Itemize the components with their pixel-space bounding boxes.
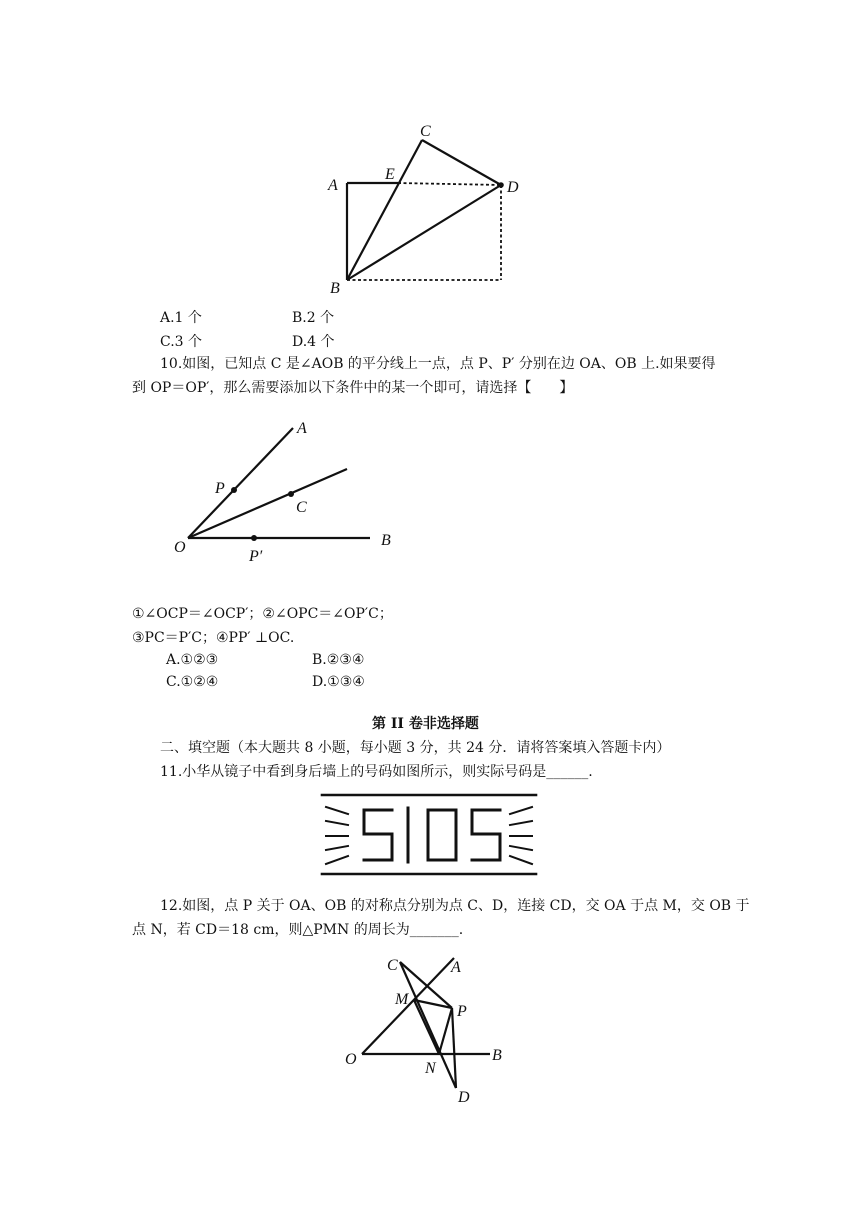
q9-label-A: A <box>328 177 338 194</box>
q9-label-E: E <box>385 166 395 183</box>
q12-segment-MN <box>414 1000 439 1054</box>
part2-title: 第 II 卷非选择题 <box>372 716 479 732</box>
q9-figure <box>320 115 540 300</box>
q9-label-D: D <box>507 179 519 196</box>
q9-option-c: C.3 个 <box>160 334 203 350</box>
section2-heading: 二、填空题（本大题共 8 小题，每小题 3 分，共 24 分．请将答案填入答题卡内） <box>160 740 671 756</box>
q10-option-b: B.②③④ <box>312 652 365 668</box>
q10-label-A: A <box>297 420 307 437</box>
q10-point-P <box>231 487 237 493</box>
q9-option-b: B.2 个 <box>292 310 335 326</box>
q12-figure <box>340 950 520 1108</box>
q9-label-B: B <box>330 280 340 297</box>
q11-mirror-number-figure <box>318 790 540 885</box>
q10-figure <box>165 412 405 572</box>
q12-label-B: B <box>492 1047 502 1064</box>
q10-stem-line1: 10.如图，已知点 C 是∠AOB 的平分线上一点，点 P、P′ 分别在边 OA、OB 上.如果要得 <box>160 356 716 372</box>
q11-stem: 11.小华从镜子中看到身后墙上的号码如图所示，则实际号码是______. <box>160 764 593 780</box>
q11-glyph-3 <box>428 810 456 860</box>
q10-point-C <box>288 491 294 497</box>
q10-label-C: C <box>296 499 307 516</box>
q10-point-Pp <box>251 535 257 541</box>
q12-stem-line2: 点 N，若 CD＝18 cm，则△PMN 的周长为_______. <box>132 922 464 938</box>
q11-right-rays <box>510 807 532 864</box>
q9-segment-BC <box>347 140 422 280</box>
q12-segment-NP <box>439 1008 452 1054</box>
q10-option-c: C.①②④ <box>166 674 219 690</box>
q9-diagram-lines <box>347 140 501 280</box>
q10-conditions-line2: ③PC＝P′C；④PP′ ⊥OC. <box>132 630 295 646</box>
q10-option-a: A.①②③ <box>166 652 219 668</box>
q12-stem-line1: 12.如图，点 P 关于 OA、OB 的对称点分别为点 C、D，连接 CD，交 OA 于点 M，交 OB 于 <box>160 898 750 914</box>
q9-option-a: A.1 个 <box>160 310 202 326</box>
q11-glyph-4 <box>472 810 500 860</box>
q10-label-Pp: P′ <box>249 548 263 565</box>
q12-label-C: C <box>387 957 398 974</box>
q10-ray-OC <box>188 469 347 538</box>
q9-point-D <box>498 182 504 188</box>
q10-label-P: P <box>215 480 225 497</box>
q10-option-d: D.①③④ <box>312 674 365 690</box>
q12-segment-PD <box>452 1008 456 1088</box>
q12-label-A: A <box>451 959 461 976</box>
q9-label-C: C <box>420 123 431 140</box>
q12-label-D: D <box>458 1089 470 1106</box>
q9-option-d: D.4 个 <box>292 334 335 350</box>
q12-label-O: O <box>345 1051 357 1068</box>
q11-glyph-1 <box>364 810 392 860</box>
q9-segment-CD <box>422 140 501 185</box>
q10-label-B: B <box>381 532 391 549</box>
q12-label-P: P <box>457 1003 467 1020</box>
q9-dashed-ED <box>398 183 501 185</box>
q12-label-M: M <box>395 991 409 1008</box>
q10-label-O: O <box>174 539 186 556</box>
q10-conditions-line1: ①∠OCP＝∠OCP′；②∠OPC＝∠OP′C； <box>132 606 393 622</box>
q11-left-rays <box>326 807 348 864</box>
q9-segment-BD <box>347 185 501 280</box>
q10-ray-OA <box>188 428 293 538</box>
q10-stem-line2: 到 OP＝OP′，那么需要添加以下条件中的某一个即可，请选择【 】 <box>132 380 574 396</box>
q12-label-N: N <box>425 1060 436 1077</box>
